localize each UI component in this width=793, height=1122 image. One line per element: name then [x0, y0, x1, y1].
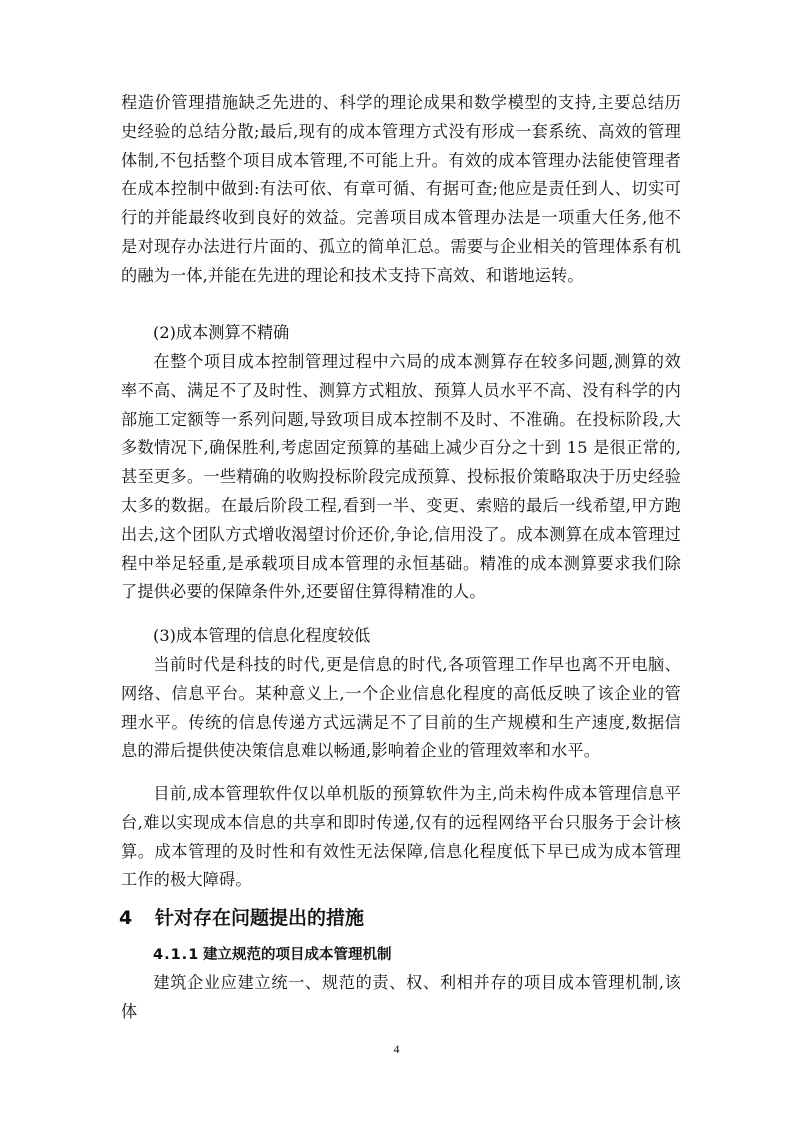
section-heading: [119, 905, 364, 931]
paragraph-cost-estimation: 在整个项目成本控制管理过程中六局的成本测算存在较多问题,测算的效率不高、满足不了及时性、测算方式粗放、预算人员水平不高、没有科学的内部施工定额等一系列问题,导致项目成本控制不及时、不准确。在投标阶段,大多数情况下,确保胜利,考虑固定预算的基础上减少百分之十到 15 是很正常的,甚至更多。一些精确的收购投标阶段完成预算、投标报价策略取决于历史经验太多的数据。在最后阶段工程,看到一半、变更、索赔的最后一线希望,甲方跑出去,这个团队方式增收渴望讨价还价,争论,信用没了。成本测算在成本管理过程中举足轻重,是承载项目成本管理的永恒基础。精准的成本测算要求我们除了提供必要的保障条件外,还要留住算得精准的人。: [121, 352, 681, 602]
section-title: 针对存在问题提出的措施: [155, 907, 365, 929]
subheading-informatization-low: (3)成本管理的信息化程度较低: [153, 626, 371, 645]
page-number: 4: [393, 1042, 400, 1056]
section-number: 4: [119, 907, 133, 929]
subsection-title: 建立规范的项目成本管理机制: [203, 947, 392, 963]
subheading-cost-estimation-inaccurate: (2)成本测算不精确: [153, 323, 290, 342]
paragraph-software-status: 目前,成本管理软件仅以单机版的预算软件为主,尚未构件成本管理信息平台,难以实现成本信息的共享和即时传递,仅有的远程网络平台只服务于会计核算。成本管理的及时性和有效性无法保障,信息化程度低下早已成为成本管理工作的极大障碍。: [121, 784, 681, 890]
subsection-number: 4.1.1: [153, 947, 200, 963]
paragraph-information-age: 当前时代是科技的时代,更是信息的时代,各项管理工作早也离不开电脑、网络、信息平台。某种意义上,一个企业信息化程度的高低反映了该企业的管理水平。传统的信息传递方式远满足不了目前的生产规模和生产速度,数据信息的滞后提供使决策信息难以畅通,影响着企业的管理效率和水平。: [121, 655, 681, 761]
subsection-heading: [153, 943, 392, 967]
paragraph-cost-management-system: 程造价管理措施缺乏先进的、科学的理论成果和数学模型的支持,主要总结历史经验的总结分散;最后,现有的成本管理方式没有形成一套系统、高效的管理体制,不包括整个项目成本管理,不可能上升。有效的成本管理办法能使管理者在成本控制中做到:有法可依、有章可循、有据可查;他应是责任到人、切实可行的并能最终收到良好的效益。完善项目成本管理办法是一项重大任务,他不是对现存办法进行片面的、孤立的简单汇总。需要与企业相关的管理体系有机的融为一体,并能在先进的理论和技术支持下高效、和谐地运转。: [121, 93, 681, 285]
paragraph-mechanism-intro: 建筑企业应建立统一、规范的责、权、利相并存的项目成本管理机制,该体: [121, 973, 681, 1021]
